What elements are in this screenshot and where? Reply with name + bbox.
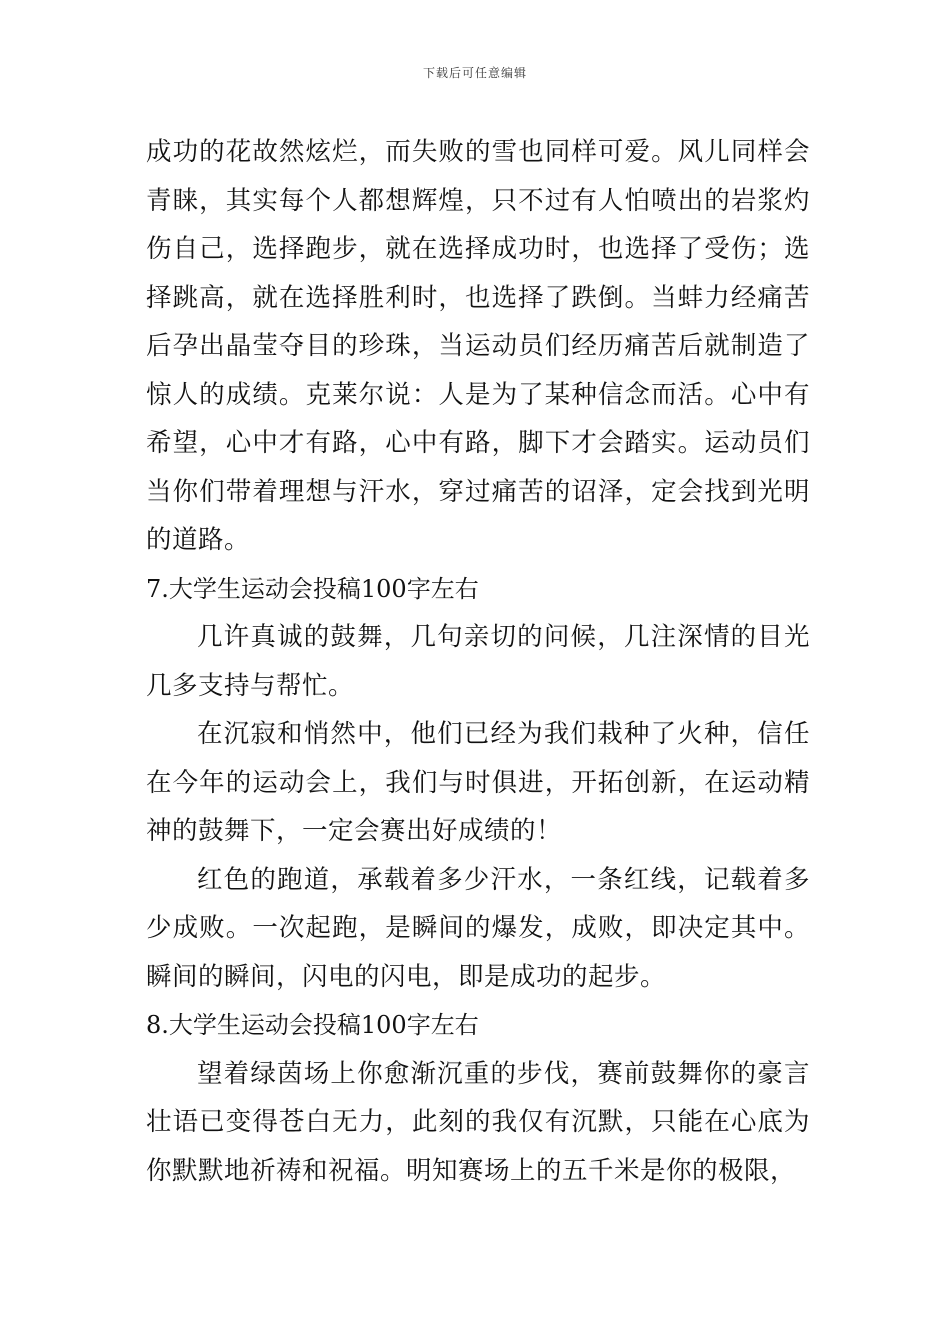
paragraph-4: 红色的跑道，承载着多少汗水，一条红线，记载着多少成败。一次起跑，是瞬间的爆发，成败，即决定其中。瞬间的瞬间，闪电的闪电，即是成功的起步。 bbox=[146, 864, 810, 992]
page-header: 下载后可任意编辑 bbox=[422, 66, 527, 80]
paragraph-2: 几许真诚的鼓舞，几句亲切的问候，几注深情的目光几多支持与帮忙。 bbox=[146, 622, 810, 701]
paragraph-1: 成功的花故然炫烂，而失败的雪也同样可爱。风儿同样会青睐，其实每个人都想辉煌，只不过有人怕喷出的岩浆灼伤自己，选择跑步，就在选择成功时，也选择了受伤；选择跳高，就在选择胜利时，也选择了跌倒。当蚌力经痛苦后孕出晶莹夺目的珍珠，当运动员们经历痛苦后就制造了惊人的成绩。克莱尔说：人是为了某种信念而活。心中有希望，心中才有路，心中有路，脚下才会踏实。运动员们当你们带着理想与汗水，穿过痛苦的诏泽，定会找到光明的道路。 bbox=[146, 137, 810, 555]
paragraph-3: 在沉寂和悄然中，他们已经为我们栽种了火种，信任在今年的运动会上，我们与时俱进，开拓创新，在运动精神的鼓舞下，一定会赛出好成绩的！ bbox=[146, 719, 810, 846]
section-heading-8: 8.大学生运动会投稿100字左右 bbox=[146, 1011, 479, 1039]
document-body bbox=[146, 128, 810, 1195]
section-heading-7: 7.大学生运动会投稿100字左右 bbox=[146, 574, 479, 603]
paragraph-5: 望着绿茵场上你愈渐沉重的步伐，赛前鼓舞你的豪言壮语已变得苍白无力，此刻的我仅有沉默，只能在心底为你默默地祈祷和祝福。明知赛场上的五千米是你的极限， bbox=[146, 1058, 810, 1186]
